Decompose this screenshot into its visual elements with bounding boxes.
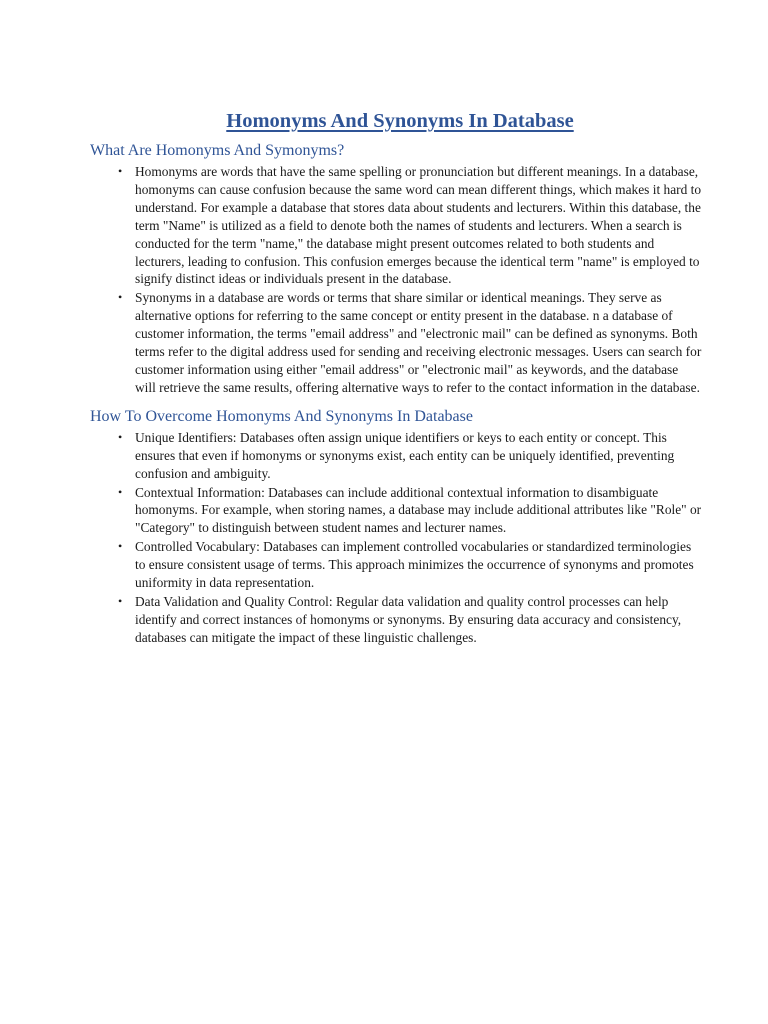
bullet-icon: • — [118, 484, 123, 499]
section-heading: How To Overcome Homonyms And Synonyms In Database — [90, 407, 473, 425]
list-item-text: Unique Identifiers: Databases often assign unique identifiers or keys to each entity or concept. This ensures that even if homonyms or synonyms exist, each entity can be uniquely identified, preventing confusion and ambiguity. — [135, 429, 675, 481]
section-how-to-overcome — [90, 406, 702, 647]
list-item — [90, 593, 702, 647]
list-item-text: Contextual Information: Databases can include additional contextual information to disambiguate homonyms. For example, when storing names, a database may include additional attributes like "Role" or "Category" to distinguish between student names and lecturer names. — [135, 484, 702, 536]
list-item-text: Synonyms in a database are words or terms that share similar or identical meanings. They serve as alternative options for referring to the same concept or entity present in the database. n a database of customer information, the terms "email address" and "electronic mail" can be defined as synonyms. Both terms refer to the digital address used for sending and receiving electronic messages. Users can search for customer information using either "email address" or "electronic mail" as keywords, and the database will retrieve the same results, offering alternative ways to refer to the contact information in the database. — [135, 290, 702, 395]
section-what-are — [90, 140, 702, 397]
bullet-icon: • — [118, 593, 123, 608]
list-item — [90, 538, 702, 592]
bullet-icon: • — [118, 539, 123, 554]
bullet-icon: • — [118, 290, 123, 305]
bullet-icon: • — [118, 164, 123, 178]
bullet-list — [90, 429, 702, 647]
list-item-text: Data Validation and Quality Control: Regular data validation and quality control processes can help identify and correct instances of homonyms or synonyms. By ensuring data accuracy and consistency, databases can mitigate the impact of these linguistic challenges. — [135, 593, 682, 645]
bullet-list — [90, 163, 702, 397]
list-item — [90, 163, 702, 288]
list-item — [90, 429, 702, 483]
list-item-text: Controlled Vocabulary: Databases can implement controlled vocabularies or standardized terminologies to ensure consistent usage of terms. This approach minimizes the occurrence of synonyms and promotes uniformity in data representation. — [135, 539, 694, 591]
bullet-icon: • — [118, 429, 123, 444]
list-item-text: Homonyms are words that have the same spelling or pronunciation but different meanings. In a database, homonyms can cause confusion because the same word can mean different things, which makes it hard to understand. For example a database that stores data about students and lecturers. Within this database, the term "Name" is utilized as a field to denote both the names of students and lecturers. When a search is conducted for the term "name," the database might present outcomes related to both students and lecturers, leading to confusion. This confusion emerges because the identical term "name" is employed to signify distinct ideas or individuals present in the database. — [135, 164, 702, 287]
list-item — [90, 484, 702, 538]
list-item — [90, 289, 702, 396]
document-title: Homonyms And Synonyms In Database — [226, 110, 574, 132]
section-heading: What Are Homonyms And Symonyms? — [90, 142, 345, 159]
